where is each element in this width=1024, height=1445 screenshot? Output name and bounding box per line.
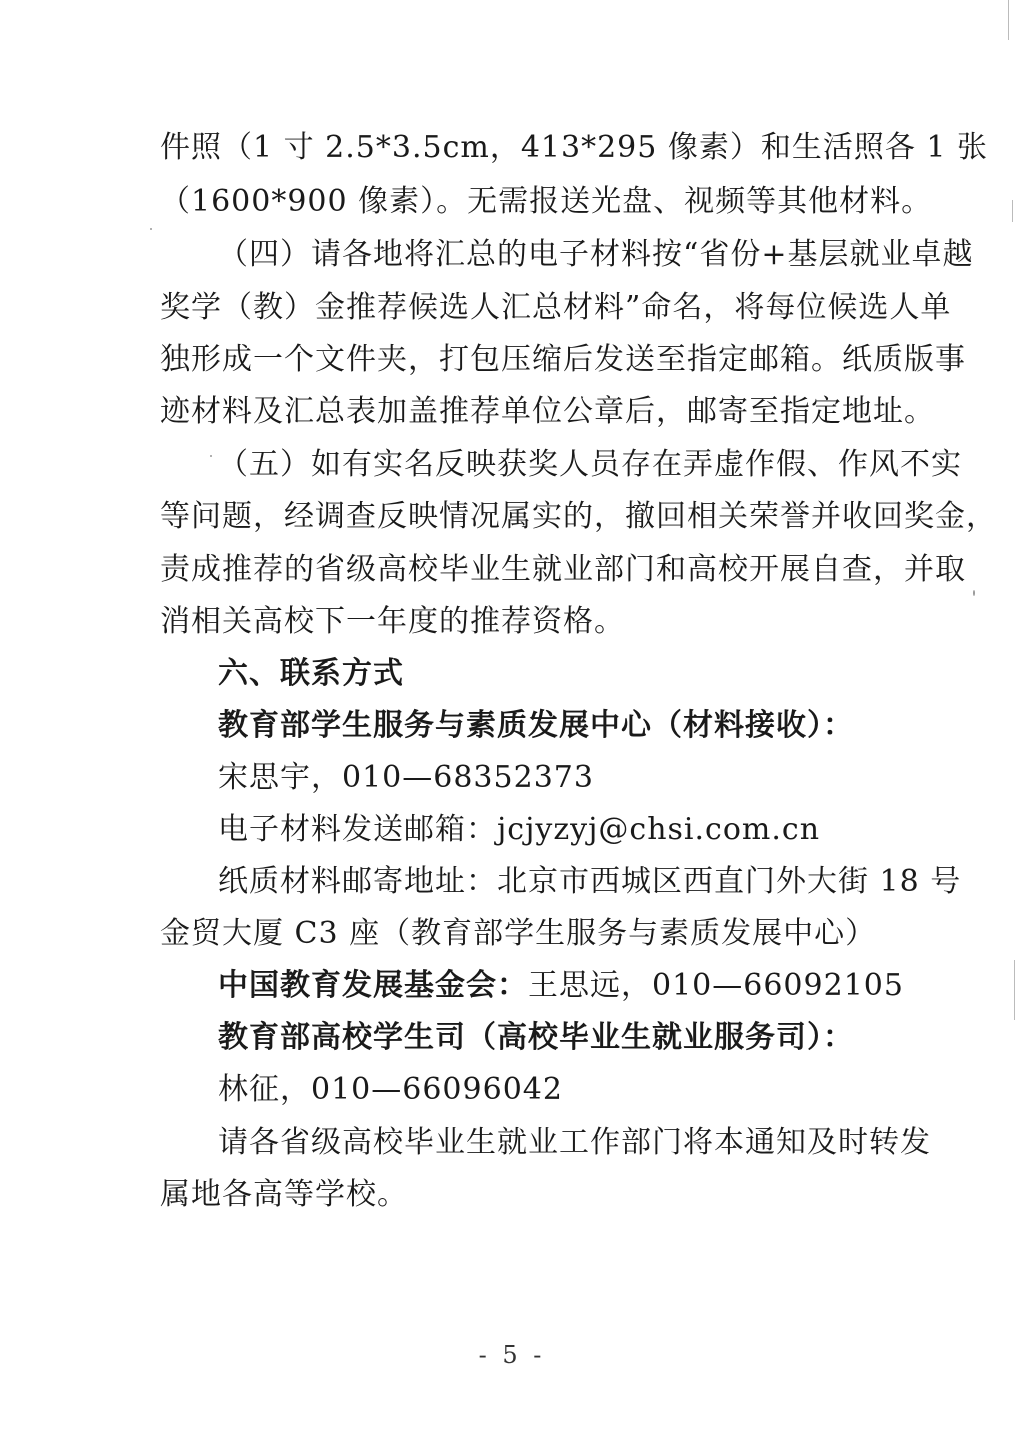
foundation-contact: 王思远，010—66092105 — [528, 968, 904, 1003]
email-line — [218, 810, 872, 850]
para5-line4: 消相关高校下一年度的推荐资格。 — [160, 604, 625, 639]
center-person: 宋思宇，010—68352373 — [218, 760, 594, 795]
dept-person: 林征，010—66096042 — [218, 1072, 563, 1107]
scan-speck — [210, 455, 212, 457]
scan-edge-mark — [1012, 200, 1013, 222]
scan-edge-mark — [1008, 0, 1009, 40]
closing-line1: 请各省级高校毕业生就业工作部门将本通知及时转发 — [218, 1125, 931, 1160]
para3-line1: 件照（1 寸 2.5*3.5cm，413*295 像素）和生活照各 1 张 — [160, 130, 989, 165]
scan-edge-mark — [1014, 960, 1015, 1020]
para5-line2: 等问题，经调查反映情况属实的，撤回相关荣誉并收回奖金， — [160, 499, 997, 534]
foundation-line — [218, 966, 904, 1006]
scan-speck — [150, 228, 152, 230]
page-number: - 5 - — [478, 1341, 546, 1369]
address-line1 — [218, 862, 962, 902]
address-label: 纸质材料邮寄地址： — [218, 864, 497, 899]
para4-line3: 独形成一个文件夹，打包压缩后发送至指定邮箱。纸质版事 — [160, 342, 966, 377]
address-line2: 金贸大厦 C3 座（教育部学生服务与素质发展中心） — [160, 916, 877, 951]
email-label: 电子材料发送邮箱： — [218, 812, 497, 847]
para3-line2: （1600*900 像素）。无需报送光盘、视频等其他材料。 — [160, 184, 933, 219]
dept-name: 教育部高校学生司（高校毕业生就业服务司）： — [218, 1020, 854, 1055]
closing-line2: 属地各高等学校。 — [160, 1177, 408, 1212]
center-name: 教育部学生服务与素质发展中心（材料接收）： — [218, 708, 854, 743]
para4-line2: 奖学（教）金推荐候选人汇总材料”命名，将每位候选人单 — [160, 290, 952, 325]
foundation-name: 中国教育发展基金会： — [218, 968, 528, 1003]
contact-heading: 六、联系方式 — [218, 656, 404, 691]
para4-line1: （四）请各地将汇总的电子材料按“省份+基层就业卓越 — [218, 237, 974, 272]
para5-line1: （五）如有实名反映获奖人员存在弄虚作假、作风不实 — [218, 447, 962, 482]
address-value: 北京市西城区西直门外大街 18 号 — [497, 864, 962, 899]
email-value: jcjyzyj@chsi.com.cn — [497, 812, 821, 847]
para4-line4: 迹材料及汇总表加盖推荐单位公章后，邮寄至指定地址。 — [160, 394, 935, 429]
scan-speck — [973, 590, 975, 596]
para5-line3: 责成推荐的省级高校毕业生就业部门和高校开展自查，并取 — [160, 552, 966, 587]
